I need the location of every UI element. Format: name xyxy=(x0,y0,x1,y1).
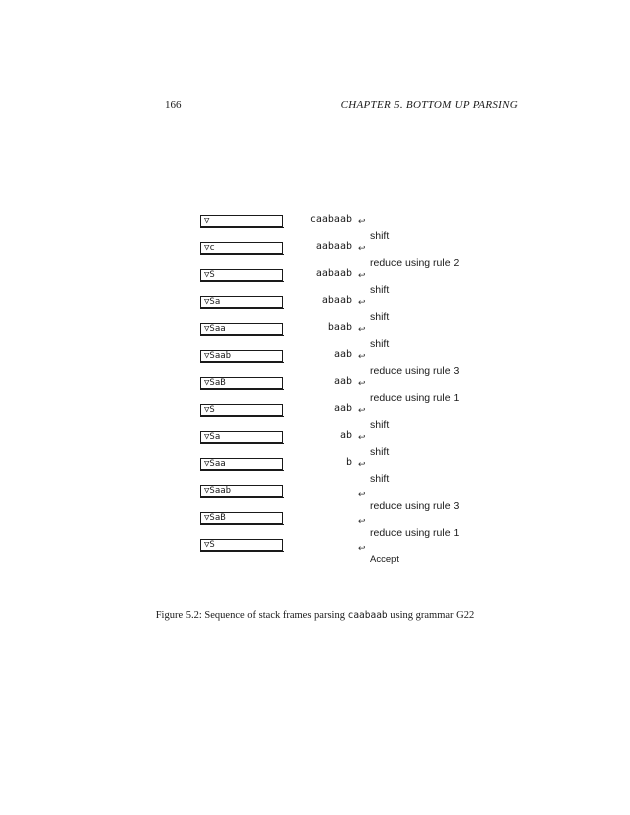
stack-frame-underline xyxy=(200,416,284,417)
parser-action: shift xyxy=(370,446,390,458)
caption-code: caabaab xyxy=(347,610,388,621)
remaining-input: aabaab xyxy=(315,241,352,252)
stack-frame-box: ▽S xyxy=(200,269,283,281)
return-arrow-icon: ↩ xyxy=(358,271,366,281)
parser-action: shift xyxy=(370,284,390,296)
stack-frame-box: ▽S xyxy=(200,539,283,551)
stack-frame-box: ▽S xyxy=(200,404,283,416)
stack-frame-underline xyxy=(200,254,284,255)
remaining-input: aab xyxy=(333,403,352,414)
remaining-input: b xyxy=(345,457,352,468)
stack-frame-underline xyxy=(200,551,284,552)
parser-action: shift xyxy=(370,473,390,485)
stack-frame-box: ▽Sa xyxy=(200,431,283,443)
stack-frame-box: ▽Sa xyxy=(200,296,283,308)
return-arrow-icon: ↩ xyxy=(358,217,366,227)
parser-action: Accept xyxy=(370,554,400,565)
return-arrow-icon: ↩ xyxy=(358,298,366,308)
stack-frame-box: ▽Saab xyxy=(200,350,283,362)
parser-action: reduce using rule 1 xyxy=(370,392,460,404)
stack-frame-underline xyxy=(200,281,284,282)
stack-frame-underline xyxy=(200,497,284,498)
page-number: 166 xyxy=(165,99,182,111)
remaining-input: aab xyxy=(333,376,352,387)
remaining-input: ab xyxy=(339,430,352,441)
stack-frame-box: ▽SaB xyxy=(200,377,283,389)
stack-frame-underline xyxy=(200,362,284,363)
return-arrow-icon: ↩ xyxy=(358,433,366,443)
remaining-input: baab xyxy=(327,322,352,333)
return-arrow-icon: ↩ xyxy=(358,406,366,416)
remaining-input: caabaab xyxy=(309,214,352,225)
return-arrow-icon: ↩ xyxy=(358,244,366,254)
return-arrow-icon: ↩ xyxy=(358,460,366,470)
return-arrow-icon: ↩ xyxy=(358,544,366,554)
stack-frame-underline xyxy=(200,308,284,309)
parser-action: shift xyxy=(370,311,390,323)
stack-frame-box: ▽Saab xyxy=(200,485,283,497)
chapter-header: CHAPTER 5. BOTTOM UP PARSING xyxy=(340,99,518,111)
parser-action: reduce using rule 1 xyxy=(370,527,460,539)
figure-caption xyxy=(0,610,630,621)
parser-action: shift xyxy=(370,419,390,431)
parser-action: shift xyxy=(370,230,390,242)
return-arrow-icon: ↩ xyxy=(358,490,366,500)
return-arrow-icon: ↩ xyxy=(358,379,366,389)
remaining-input: abaab xyxy=(321,295,352,306)
stack-frame-box: ▽ xyxy=(200,215,283,227)
parser-action: reduce using rule 3 xyxy=(370,365,460,377)
parser-action: reduce using rule 2 xyxy=(370,257,460,269)
parser-action: shift xyxy=(370,338,390,350)
return-arrow-icon: ↩ xyxy=(358,325,366,335)
remaining-input: aab xyxy=(333,349,352,360)
stack-frame-underline xyxy=(200,335,284,336)
stack-frame-underline xyxy=(200,389,284,390)
stack-frame-underline xyxy=(200,443,284,444)
caption-suffix: using grammar G22 xyxy=(387,610,475,621)
stack-frame-underline xyxy=(200,470,284,471)
return-arrow-icon: ↩ xyxy=(358,352,366,362)
caption-prefix: Figure 5.2: Sequence of stack frames parsing xyxy=(155,610,348,621)
stack-frame-box: ▽SaB xyxy=(200,512,283,524)
stack-frame-box: ▽Saa xyxy=(200,458,283,470)
stack-frame-underline xyxy=(200,524,284,525)
stack-frame-box: ▽Saa xyxy=(200,323,283,335)
return-arrow-icon: ↩ xyxy=(358,517,366,527)
stack-frame-box: ▽c xyxy=(200,242,283,254)
remaining-input: aabaab xyxy=(315,268,352,279)
stack-frame-underline xyxy=(200,227,284,228)
parser-action: reduce using rule 3 xyxy=(370,500,460,512)
